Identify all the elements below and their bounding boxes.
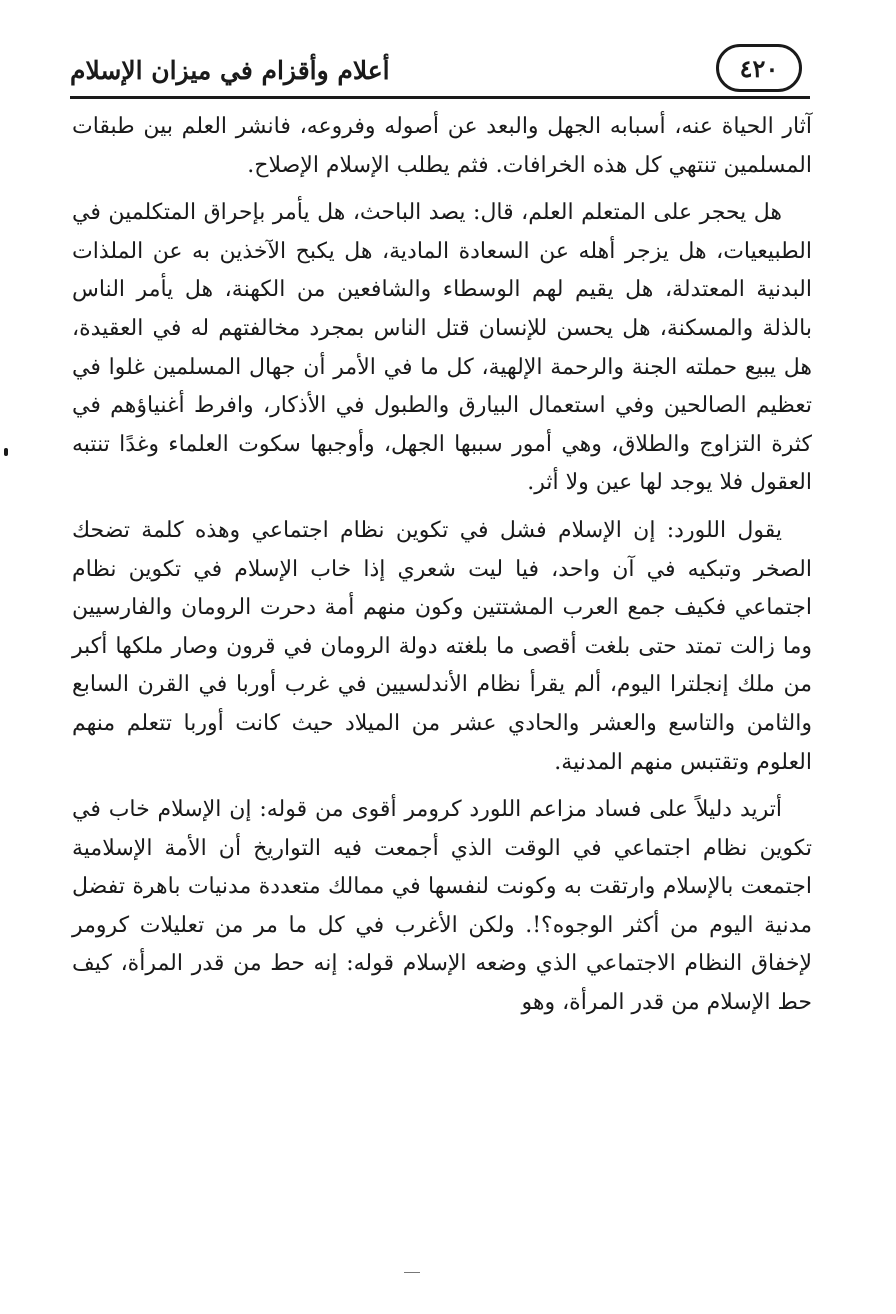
paragraph-2: هل يحجر على المتعلم العلم، قال: يصد الباحث، هل يأمر بإحراق المتكلمين في الطبيعيات، هل يزجر أهله عن السعادة المادية، هل يكبح الآخذين به عن الملذات البدنية المعتدلة، هل يقيم لهم الوسطاء والشافعين من الكهنة، هل يأمر الناس بالذلة والمسكنة، هل يحسن للإنسان قتل الناس بمجرد مخالفتهم له في العقيدة، هل يبيع حملته الجنة والرحمة الإلهية، كل ما في الأمر أن جهال المسلمين غلوا في تعظيم الصالحين وفي استعمال البيارق والطبول في الأذكار، وافرط أغنياؤهم في كثرة التزاوج والطلاق، وهي أمور سببها الجهل، وأوجبها سكوت العلماء وغدًا تنتبه العقول فلا يوجد لها عين ولا أثر.	[72, 200, 812, 496]
margin-mark	[4, 448, 8, 456]
header-rule	[70, 96, 810, 99]
paragraph-1: آثار الحياة عنه، أسبابه الجهل والبعد عن أصوله وفروعه، فانشر العلم بين طبقات المسلمين تنتهي كل هذه الخرافات. فثم يطلب الإسلام الإصلاح.	[72, 114, 812, 178]
body-text	[72, 108, 812, 1032]
page-number: ٤٢٠	[739, 53, 779, 83]
page-header	[70, 38, 810, 102]
page-number-frame	[716, 44, 802, 92]
paragraph-4: أتريد دليلاً على فساد مزاعم اللورد كرومر أقوى من قوله: إن الإسلام خاب في تكوين نظام اجتماعي في الوقت الذي أجمعت فيه التواريخ أن الأمة الإسلامية اجتمعت بالإسلام وارتقت به وكونت لنفسها في ممالك متعددة مدنيات باهرة تفضل مدنية اليوم من أكثر الوجوه؟!. ولكن الأغرب في كل ما مر من تعليلات كرومر لإخفاق النظام الاجتماعي الذي وضعه الإسلام قوله: إنه حط من قدر المرأة، كيف حط الإسلام من قدر المرأة، وهو	[72, 797, 812, 1016]
running-title: أعلام وأقزام في ميزان الإسلام	[70, 56, 390, 85]
footer-mark	[404, 1272, 420, 1273]
paragraph-3: يقول اللورد: إن الإسلام فشل في تكوين نظام اجتماعي وهذه كلمة تضحك الصخر وتبكيه في آن واحد، فيا ليت شعري إذا خاب الإسلام في تكوين نظام اجتماعي فكيف جمع العرب المشتتين وكون منهم أمة دحرت الرومان والفارسيين وما زالت تمتد حتى بلغت أقصى ما بلغته دولة الرومان في قرون وصار ملكها أكبر من ملك إنجلترا اليوم، ألم يقرأ نظام الأندلسيين في غرب أوربا في القرن السابع والثامن والتاسع والعشر والحادي عشر من الميلاد حيث كانت أوربا تتعلم منهم العلوم وتقتبس منهم المدنية.	[72, 517, 812, 775]
